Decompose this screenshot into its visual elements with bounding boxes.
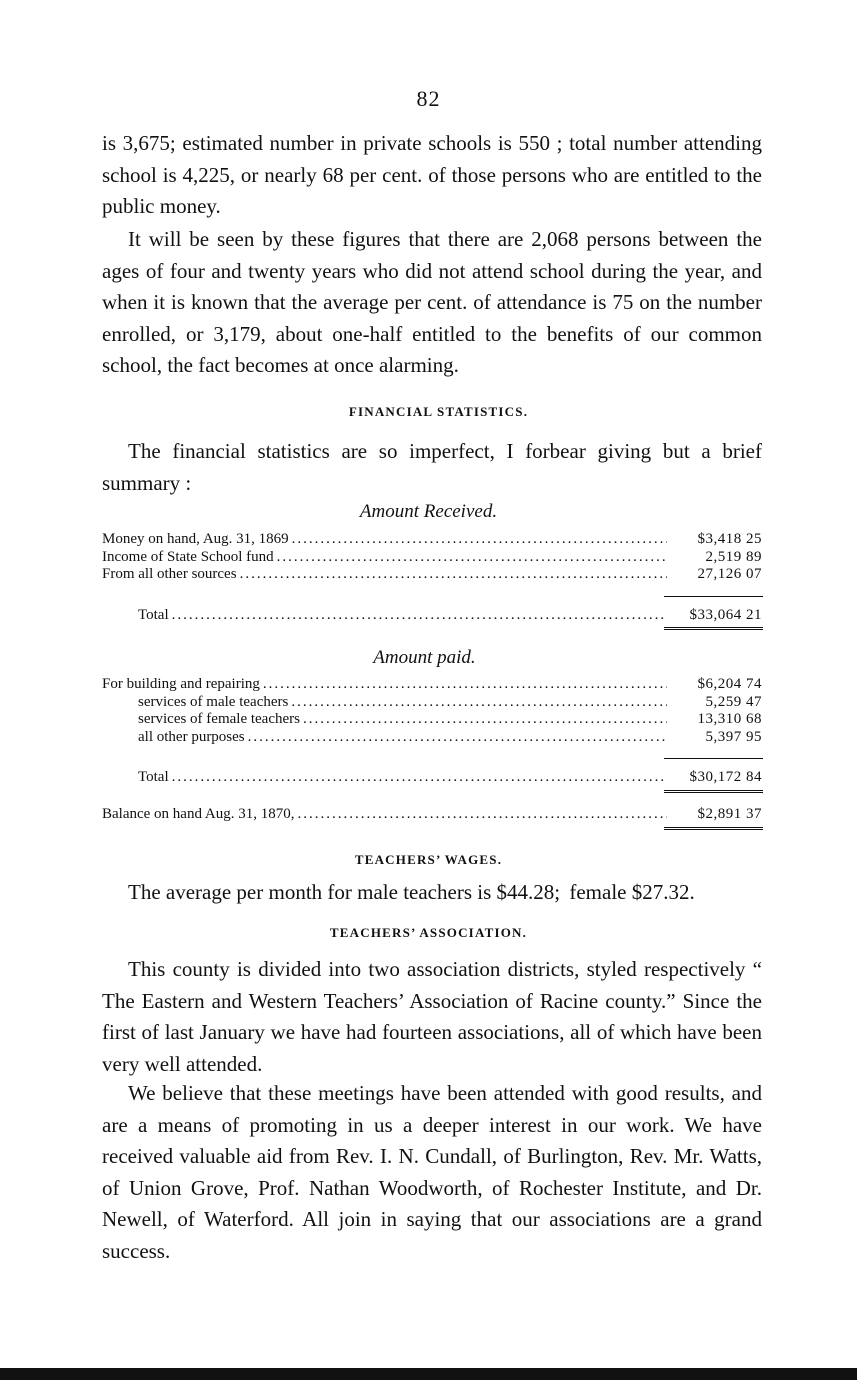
rule-line [664,790,763,793]
ledger-amount: $3,418 25 [697,531,762,547]
leader-dots [292,531,667,549]
paragraph-association-meetings [102,1078,762,1267]
paragraph-text: is 3,675; estimated number in private schools is 550 ; total number attending school is 4,225, or nearly 68 per cent. of those persons who are entitled to the public money. [102,131,762,218]
ledger-row [102,694,762,712]
leader-dots [263,676,667,694]
ledger-label: all other purposes [138,728,245,745]
leader-dots [277,549,667,567]
ledger-row [102,676,762,694]
ledger-paid [102,676,762,746]
total-amount: $30,172 84 [689,769,762,785]
ledger-label: Income of State School fund [102,548,274,565]
heading-teachers-association: TEACHERS’ ASSOCIATION. [329,925,528,940]
paragraph-text: The financial statistics are so imperfect, I forbear giving but a brief summary : [102,439,762,495]
ledger-label: services of male teachers [138,693,289,710]
paragraph-association-districts [102,954,762,1080]
ledger-amount: $6,204 74 [697,676,762,692]
total-received-row [102,607,762,624]
scan-bottom-edge [0,1368,857,1380]
rule-balance [664,827,763,830]
heading-financial-statistics: FINANCIAL STATISTICS. [348,404,529,419]
ledger-received [102,531,762,584]
rule-line [664,596,763,597]
ledger-row [102,531,762,549]
leader-dots [240,566,667,584]
leader-dots [172,607,667,624]
balance-amount: $2,891 37 [697,806,762,822]
ledger-amount: 13,310 68 [697,711,762,727]
leader-dots [291,694,667,712]
ledger-row [102,549,762,567]
total-label: Total [138,607,169,623]
wages-statement [128,880,768,905]
ledger-amount: 2,519 89 [705,548,762,565]
ledger-amount: 27,126 07 [697,566,762,582]
ledger-amount: 5,397 95 [705,728,762,745]
leader-dots [303,711,667,729]
leader-dots [248,729,667,747]
subheading-amount-paid: Amount paid. [373,647,476,668]
rule-line [664,758,763,759]
balance-row [102,806,762,823]
balance-label: Balance on hand Aug. 31, 1870, [102,806,295,822]
page-number: 82 [416,86,441,111]
wages-female: female $27.32. [569,880,695,904]
ledger-row [102,711,762,729]
ledger-row [102,769,762,786]
ledger-label: services of female teachers [138,711,300,727]
wages-male: The average per month for male teachers is $44.28; [128,880,561,904]
rule-line [664,827,763,830]
ledger-row [102,566,762,584]
paragraph-text: This county is divided into two association districts, styled respectively “ The Eastern and Western Teachers’ Association of Racine county.” Since the first of last January we have had fourteen associations, all of which have been very well attended. [102,957,762,1076]
subheading-amount-received: Amount Received. [359,501,498,522]
ledger-row [102,607,762,624]
total-label: Total [138,769,169,785]
paragraph-text: We believe that these meetings have been attended with good results, and are a means of promoting in us a deeper interest in our work. We have received valuable aid from Rev. I. N. Cundall, of Burlington, Rev. Mr. Watts, of Union Grove, Prof. Nathan Woodworth, of Rochester Institute, and Dr. Newell, of Waterford. All join in saying that our associations are a grand success. [102,1081,762,1263]
ledger-amount: 5,259 47 [705,693,762,710]
ledger-label: Money on hand, Aug. 31, 1869 [102,531,289,547]
total-paid-row [102,769,762,786]
ledger-label: From all other sources [102,566,237,582]
leader-dots [297,806,667,823]
paragraph-financial-intro [102,436,762,499]
ledger-label: For building and repairing [102,676,260,692]
rule-received [664,596,763,597]
ledger-row [102,806,762,823]
paragraph-text: It will be seen by these figures that there are 2,068 persons between the ages of four and twenty years who did not attend school during the year, and when it is known that the average per cent. of attendance is 75 on the number enrolled, or 3,179, about one-half entitled to the benefits of our common school, the fact becomes at once alarming. [102,227,762,377]
total-amount: $33,064 21 [689,607,762,623]
ledger-row [102,729,762,747]
rule-line [664,627,763,630]
paragraph-enrollment [102,128,762,223]
paragraph-attendance [102,224,762,382]
rule-paid-total [664,790,763,793]
rule-paid [664,758,763,759]
rule-received-total [664,627,763,630]
leader-dots [172,769,667,786]
heading-teachers-wages: TEACHERS’ WAGES. [354,852,503,867]
